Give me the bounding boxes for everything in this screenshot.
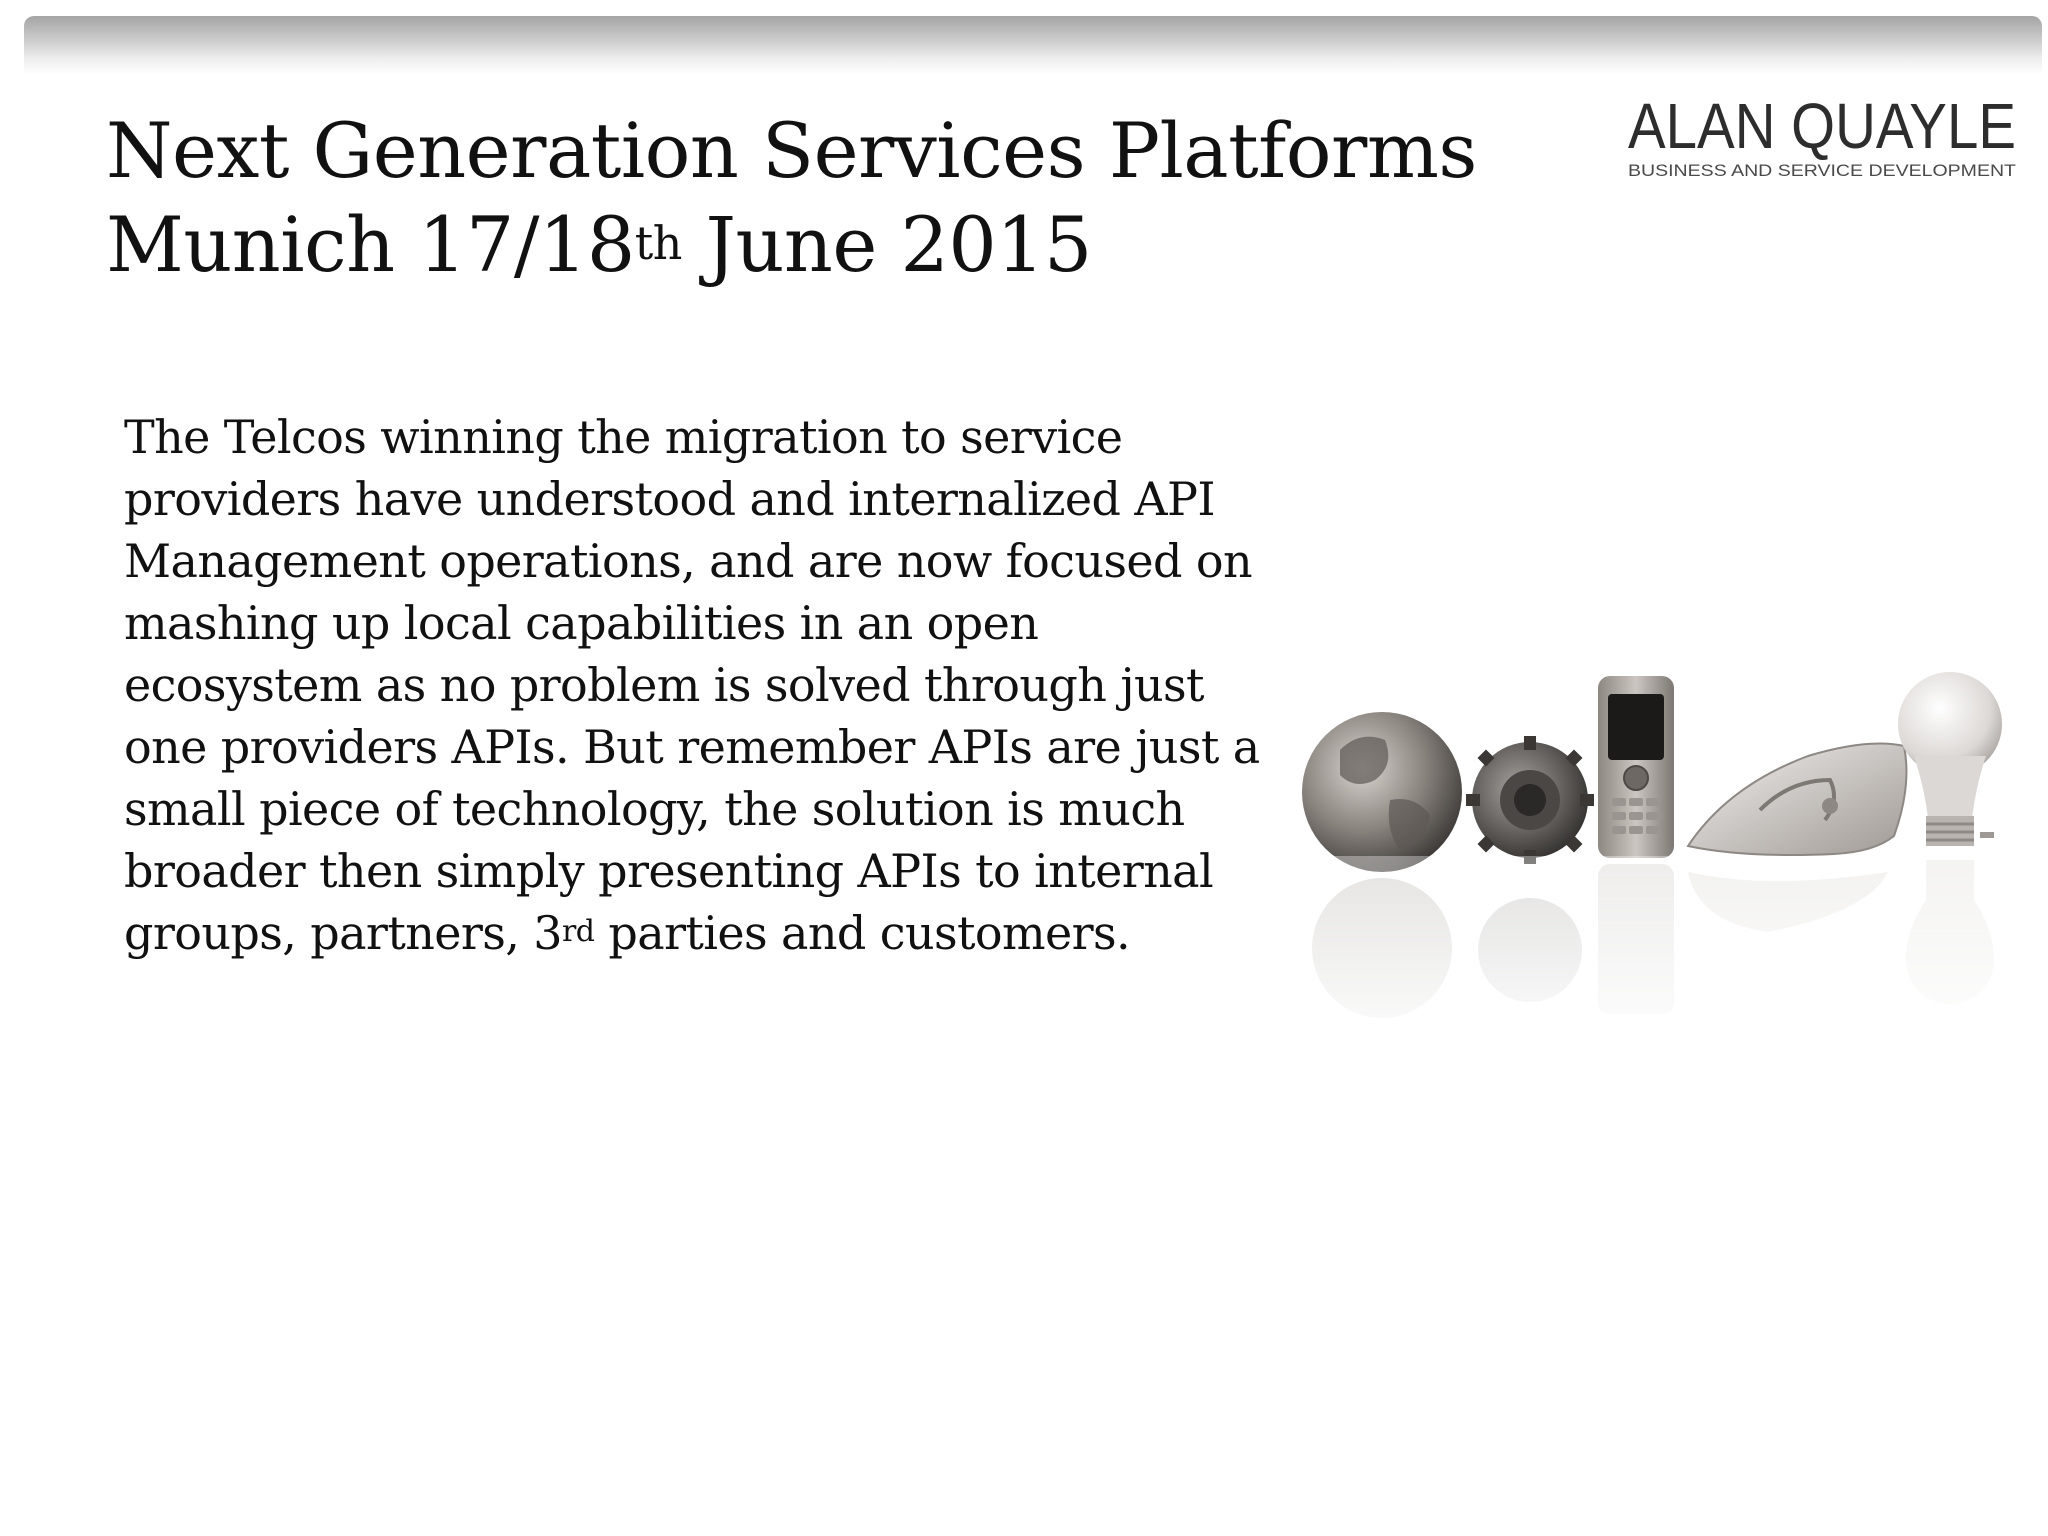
slide-body-text [124, 406, 1284, 964]
photo-illustration [1290, 660, 2010, 1060]
body-line: one providers APIs. But remember APIs are just a [124, 720, 1260, 774]
title-line-2 [106, 198, 1506, 292]
body-superscript: rd [561, 914, 595, 949]
slide-header-bar [24, 16, 2042, 74]
body-last-suffix: parties and customers. [594, 906, 1131, 960]
body-line: ecosystem as no problem is solved through just [124, 658, 1204, 712]
body-line: Management operations, and are now focused on [124, 534, 1252, 588]
alan-quayle-logo [1628, 92, 2016, 184]
technology-objects-photo [1290, 660, 2010, 1060]
body-line-last [124, 902, 1284, 964]
title-date-superscript: th [634, 216, 682, 270]
title-line-1: Next Generation Services Platforms [106, 106, 1477, 195]
logo-wordmark [1628, 92, 2016, 184]
slide-title [106, 104, 1506, 292]
svg-text:BUSINESS AND SERVICE DEVELOPME: BUSINESS AND SERVICE DEVELOPMENT [1628, 161, 2016, 180]
body-line: providers have understood and internalized API [124, 472, 1215, 526]
body-last-prefix: groups, partners, 3 [124, 906, 562, 960]
title-date-suffix: June 2015 [681, 200, 1092, 289]
title-date-prefix: Munich 17/18 [106, 200, 635, 289]
body-line: small piece of technology, the solution is much [124, 782, 1185, 836]
body-line: The Telcos winning the migration to service [124, 410, 1123, 464]
body-line: broader then simply presenting APIs to internal [124, 844, 1214, 898]
svg-text:ALAN QUAYLE: ALAN QUAYLE [1628, 90, 2016, 162]
body-line: mashing up local capabilities in an open [124, 596, 1039, 650]
